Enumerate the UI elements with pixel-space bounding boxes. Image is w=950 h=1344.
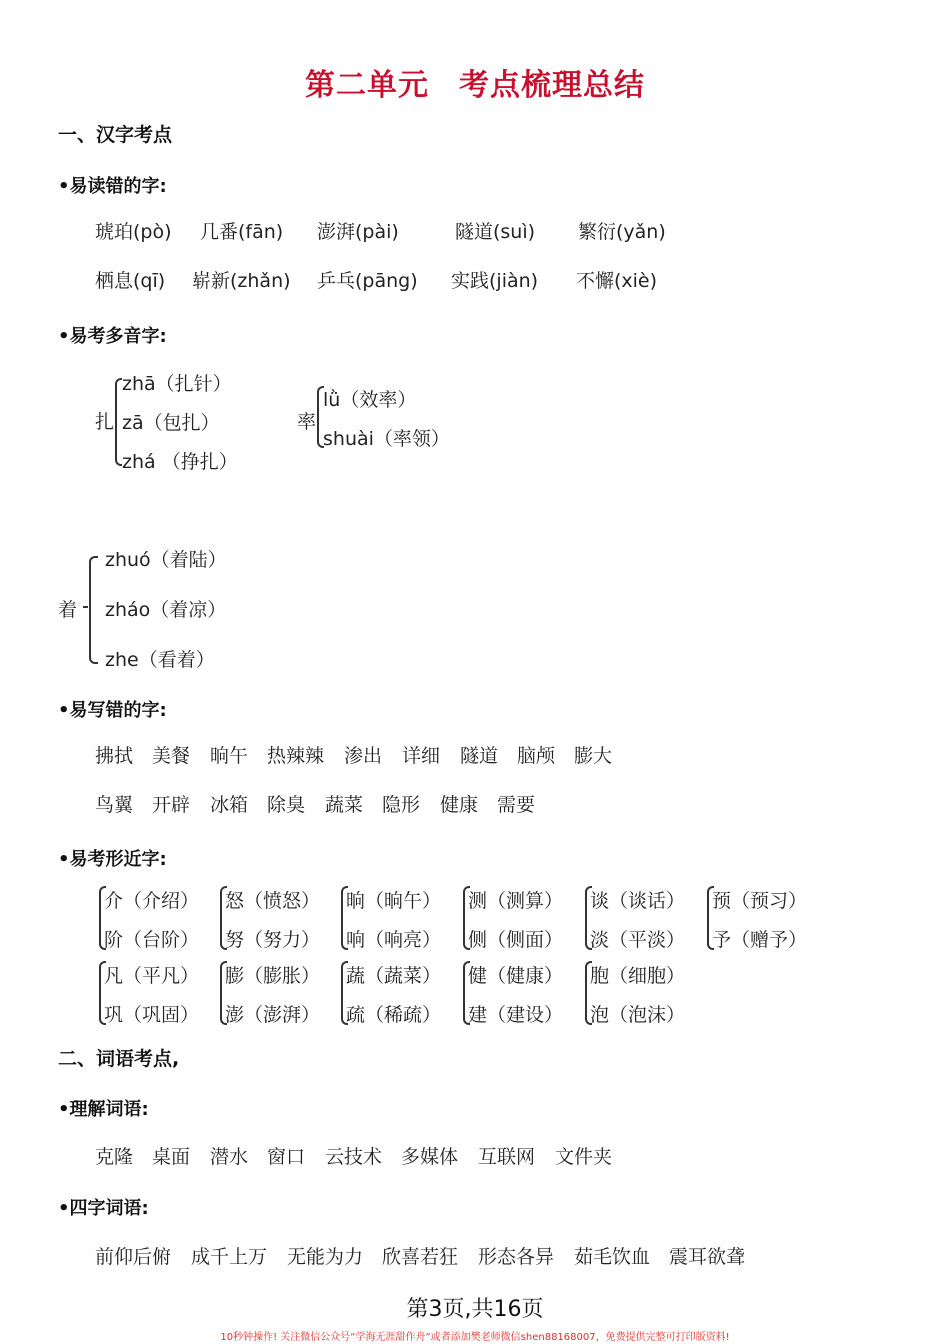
easy-read-heading: •易读错的字: xyxy=(58,176,167,197)
easy-read-item: 实践(jiàn) xyxy=(451,270,539,292)
poly-item: shuài（率领） xyxy=(323,428,450,450)
similar-item: 测（测算） xyxy=(468,890,564,912)
section-ciyu-heading: 二、词语考点, xyxy=(58,1048,180,1070)
similar-item: 侧（侧面） xyxy=(468,929,564,951)
easy-write-word: 拂拭 xyxy=(95,745,134,767)
understand-word: 多媒体 xyxy=(401,1146,459,1168)
easy-write-word: 需要 xyxy=(497,794,536,816)
similar-item: 介（介绍） xyxy=(104,890,200,912)
understand-word: 窗口 xyxy=(267,1146,306,1168)
poly-item: zhe（看着） xyxy=(105,649,215,671)
four-char-word: 震耳欲聋 xyxy=(669,1246,746,1268)
similar-item: 巩（巩固） xyxy=(104,1004,200,1026)
page-number: 第3页,共16页 xyxy=(406,1297,544,1322)
similar-item: 凡（平凡） xyxy=(104,965,200,987)
similar-item: 胞（细胞） xyxy=(590,965,686,987)
poly-item: zā（包扎） xyxy=(122,412,220,434)
easy-read-item: 乒乓(pāng) xyxy=(317,270,418,292)
poly-item: zhá （挣扎） xyxy=(122,451,238,473)
similar-item: 澎（澎湃） xyxy=(225,1004,321,1026)
similar-item: 蔬（蔬菜） xyxy=(346,965,442,987)
understand-word: 桌面 xyxy=(152,1146,191,1168)
similar-item: 晌（晌午） xyxy=(346,890,442,912)
easy-read-item: 澎湃(pài) xyxy=(317,221,399,243)
similar-item: 怒（愤怒） xyxy=(225,890,321,912)
easy-write-word: 蔬菜 xyxy=(325,794,364,816)
understand-word: 互联网 xyxy=(478,1146,536,1168)
easy-write-word: 热辣辣 xyxy=(267,745,325,767)
easy-write-word: 隐形 xyxy=(382,794,421,816)
similar-item: 泡（泡沫） xyxy=(590,1004,686,1026)
poly-char-zha: 扎 xyxy=(95,411,115,433)
easy-write-word: 冰箱 xyxy=(210,794,249,816)
four-char-word: 成千上万 xyxy=(191,1246,268,1268)
four-char-word: 欣喜若狂 xyxy=(382,1246,459,1268)
poly-char-zhe: 着 xyxy=(58,599,78,621)
brace xyxy=(115,378,122,466)
similar-item: 疏（稀疏） xyxy=(346,1004,442,1026)
poly-item: zhā（扎针） xyxy=(122,373,232,395)
page-title xyxy=(0,60,950,104)
understand-word: 云技术 xyxy=(325,1146,383,1168)
poly-char-lv: 率 xyxy=(297,411,317,433)
easy-write-word: 膨大 xyxy=(574,745,613,767)
easy-write-word: 美餐 xyxy=(152,745,191,767)
similar-item: 谈（谈话） xyxy=(590,890,686,912)
title-part2: 考点梳理总结 xyxy=(459,68,645,103)
four-char-word: 茹毛饮血 xyxy=(574,1246,651,1268)
four-char-word: 前仰后俯 xyxy=(95,1246,172,1268)
easy-write-heading: •易写错的字: xyxy=(58,700,167,721)
easy-write-word: 鸟翼 xyxy=(95,794,134,816)
easy-write-word: 健康 xyxy=(440,794,479,816)
title-part1: 第二单元 xyxy=(305,68,429,103)
section-hanzi-heading: 一、汉字考点 xyxy=(58,124,173,146)
similar-item: 予（赠予） xyxy=(712,929,808,951)
similar-item: 努（努力） xyxy=(225,929,321,951)
four-char-word: 无能为力 xyxy=(287,1246,364,1268)
easy-read-item: 隧道(suì) xyxy=(455,221,536,243)
easy-write-word: 渗出 xyxy=(344,745,383,767)
easy-write-word: 晌午 xyxy=(210,745,249,767)
brace xyxy=(89,556,98,664)
similar-item: 膨（膨胀） xyxy=(225,965,321,987)
poly-item: zhuó（着陆） xyxy=(105,549,227,571)
easy-read-item: 崭新(zhǎn) xyxy=(192,270,291,292)
similar-item: 建（建设） xyxy=(468,1004,564,1026)
understand-word: 潜水 xyxy=(210,1146,249,1168)
similar-item: 淡（平淡） xyxy=(590,929,686,951)
poly-item: lǜ（效率） xyxy=(323,389,417,411)
four-char-heading: •四字词语: xyxy=(58,1198,149,1219)
similar-item: 阶（台阶） xyxy=(104,929,200,951)
easy-read-item: 繁衍(yǎn) xyxy=(578,221,666,243)
poly-item: zháo（着凉） xyxy=(105,599,227,621)
understand-word: 克隆 xyxy=(95,1146,134,1168)
easy-read-item: 不懈(xiè) xyxy=(576,270,658,292)
easy-write-word: 隧道 xyxy=(460,745,499,767)
understand-heading: •理解词语: xyxy=(58,1099,149,1120)
similar-item: 响（响亮） xyxy=(346,929,442,951)
similar-item: 预（预习） xyxy=(712,890,808,912)
footer-notice: 10秒钟操作! 关注微信公众号“学海无涯甜作舟”或者添加樊老师微信shen88168007，免费提供完整可打印版资料! xyxy=(220,1332,730,1343)
easy-read-item: 琥珀(pò) xyxy=(95,221,172,243)
easy-write-word: 脑颅 xyxy=(517,745,556,767)
easy-write-word: 除臭 xyxy=(267,794,306,816)
similar-item: 健（健康） xyxy=(468,965,564,987)
brace-tip xyxy=(83,606,88,608)
understand-word: 文件夹 xyxy=(555,1146,613,1168)
similar-heading: •易考形近字: xyxy=(58,849,167,870)
easy-write-word: 详细 xyxy=(402,745,441,767)
four-char-word: 形态各异 xyxy=(478,1246,555,1268)
easy-read-item: 几番(fān) xyxy=(200,221,284,243)
easy-write-word: 开辟 xyxy=(152,794,191,816)
polyphonic-heading: •易考多音字: xyxy=(58,326,167,347)
easy-read-item: 栖息(qī) xyxy=(95,270,166,292)
